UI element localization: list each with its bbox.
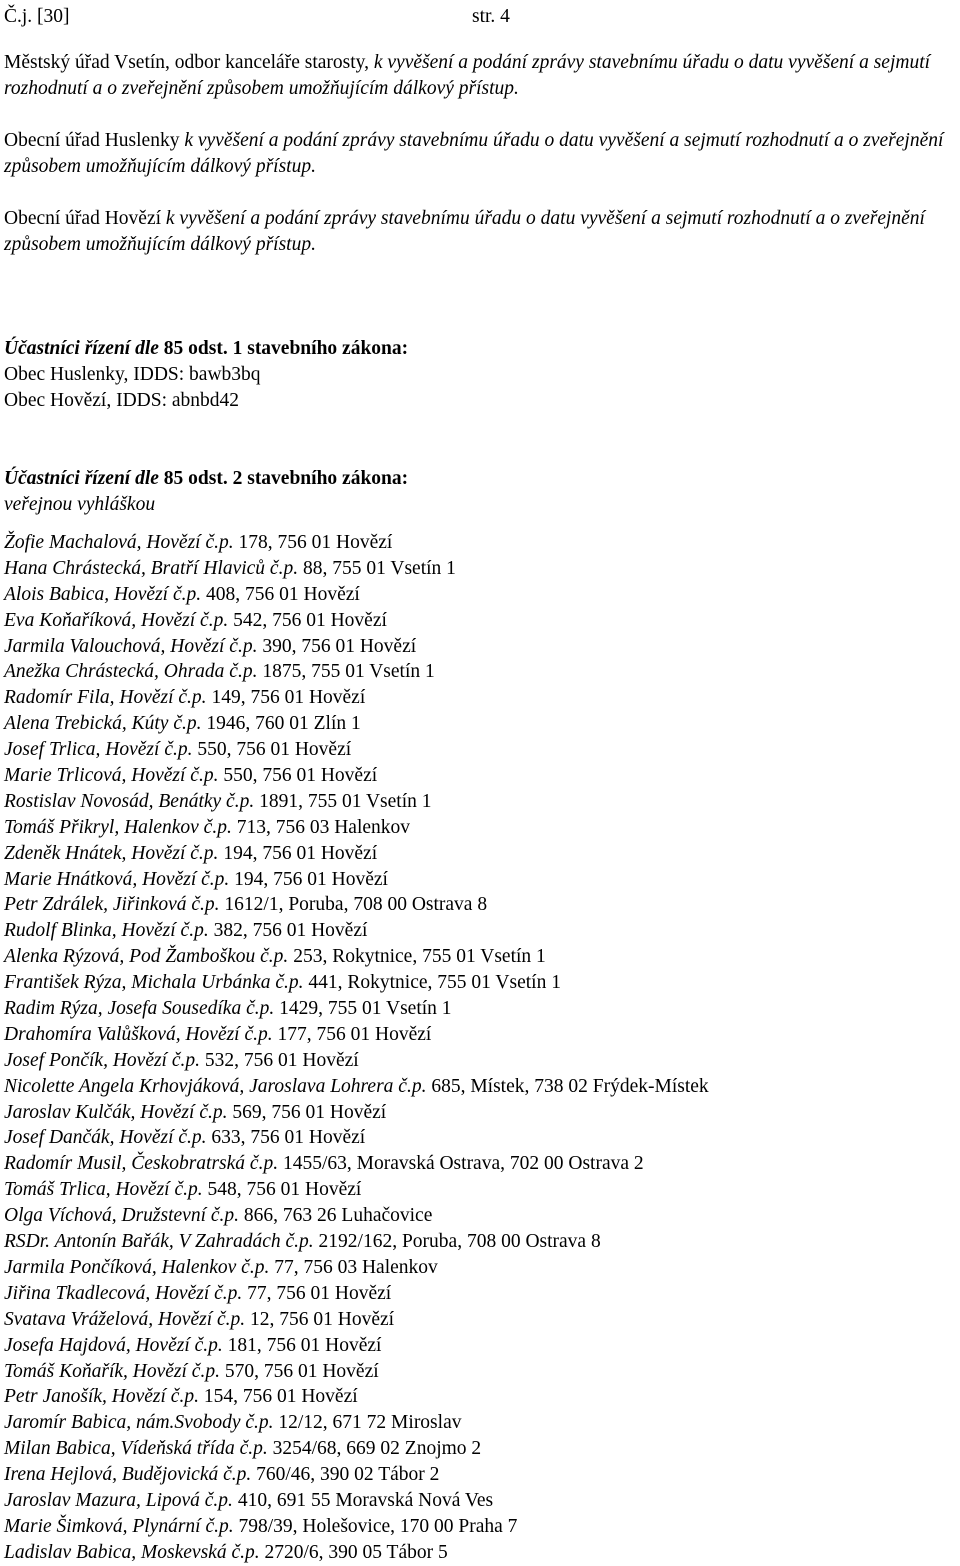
paragraph-hovezi <box>4 206 956 258</box>
list-item <box>4 711 956 737</box>
list-item <box>4 1436 956 1462</box>
participant-address: 77, 756 01 Hovězí <box>242 1282 392 1304</box>
participant-address: 253, Rokytnice, 755 01 Vsetín 1 <box>288 946 546 968</box>
participant-name: Svatava Vráželová, Hovězí č.p. <box>4 1308 246 1330</box>
participant-name: František Rýza, Michala Urbánka č.p. <box>4 972 304 994</box>
participant-name: Eva Koňaříková, Hovězí č.p. <box>4 609 229 631</box>
list-item <box>4 1540 956 1566</box>
list-item <box>4 841 956 867</box>
participant-address: 1612/1, Poruba, 708 00 Ostrava 8 <box>219 894 488 916</box>
participant-name: Marie Hnátková, Hovězí č.p. <box>4 868 230 890</box>
list-item <box>4 1125 956 1151</box>
participant-name: RSDr. Antonín Bařák, V Zahradách č.p. <box>4 1231 314 1253</box>
participant-name: Tomáš Přikryl, Halenkov č.p. <box>4 816 232 838</box>
participant-address: 570, 756 01 Hovězí <box>219 1360 379 1382</box>
participant-name: Josef Pončík, Hovězí č.p. <box>4 1049 201 1071</box>
office-name: Obecní úřad Huslenky <box>4 130 180 151</box>
list-item <box>4 815 956 841</box>
participant-name: Tomáš Koňařík, Hovězí č.p. <box>4 1360 220 1382</box>
reference-number: Č.j. [30] <box>4 6 70 27</box>
participant-address: 2720/6, 390 05 Tábor 5 <box>259 1541 448 1563</box>
participant-address: 181, 756 01 Hovězí <box>222 1334 382 1356</box>
list-item <box>4 1048 956 1074</box>
participant-address: 798/39, Holešovice, 170 00 Praha 7 <box>233 1515 518 1537</box>
participant-name: Hana Chrástecká, Bratří Hlaviců č.p. <box>4 557 299 579</box>
list-item <box>4 1307 956 1333</box>
list-item <box>4 1410 956 1436</box>
participant-name: Alois Babica, Hovězí č.p. <box>4 583 202 605</box>
participant-address: 1455/63, Moravská Ostrava, 702 00 Ostrava 2 <box>278 1153 644 1175</box>
participant-address: 569, 756 01 Hovězí <box>227 1101 387 1123</box>
list-item <box>4 1203 956 1229</box>
participant-name: Josefa Hajdová, Hovězí č.p. <box>4 1334 223 1356</box>
participant-municipality: Obec Huslenky, IDDS: bawb3bq <box>4 364 261 385</box>
list-item <box>4 892 956 918</box>
list-item <box>4 1384 956 1410</box>
list-item <box>4 582 956 608</box>
participant-name: Marie Trlicová, Hovězí č.p. <box>4 765 219 787</box>
list-item <box>4 1488 956 1514</box>
list-item <box>4 789 956 815</box>
participant-address: 713, 756 03 Halenkov <box>231 816 411 838</box>
participant-name: Jaromír Babica, nám.Svobody č.p. <box>4 1412 274 1434</box>
participant-name: Alena Trebická, Kúty č.p. <box>4 713 202 735</box>
participant-address: 194, 756 01 Hovězí <box>218 842 378 864</box>
paragraph-text: k vyvěšení a podání zprávy stavebnímu úřadu o datu vyvěšení a sejmutí rozhodnutí a o zveřejnění způsobem umožňujícím dálkový přístup. <box>4 208 925 255</box>
list-item <box>4 737 956 763</box>
office-name: Městský úřad Vsetín, odbor kanceláře starosty, <box>4 52 369 73</box>
list-item <box>4 996 956 1022</box>
participant-address: 550, 756 01 Hovězí <box>192 739 352 761</box>
participant-address: 12, 756 01 Hovězí <box>245 1308 395 1330</box>
list-item <box>4 634 956 660</box>
participant-name: Jiřina Tkadlecová, Hovězí č.p. <box>4 1282 243 1304</box>
participant-name: Jarmila Valouchová, Hovězí č.p. <box>4 635 258 657</box>
participant-address: 532, 756 01 Hovězí <box>200 1049 359 1071</box>
participant-address: 550, 756 01 Hovězí <box>218 765 378 787</box>
section-participants-2 <box>4 466 956 518</box>
participant-address: 178, 756 01 Hovězí <box>233 532 393 553</box>
list-item <box>4 1514 956 1540</box>
list-item <box>4 556 956 582</box>
participant-name: Jaroslav Mazura, Lipová č.p. <box>4 1489 233 1511</box>
participant-address: 866, 763 26 Luhačovice <box>239 1205 433 1227</box>
list-item <box>4 1151 956 1177</box>
paragraph-text: k vyvěšení a podání zprávy stavebnímu úřadu o datu vyvěšení a sejmutí rozhodnutí a o zveřejnění způsobem umožňujícím dálkový přístup. <box>4 130 944 177</box>
participant-address: 88, 755 01 Vsetín 1 <box>298 557 456 579</box>
paragraph-vsetin <box>4 50 956 102</box>
participant-name: Nicolette Angela Krhovjáková, Jaroslava Lohrera č.p. <box>4 1075 427 1097</box>
participant-name: Marie Šimková, Plynární č.p. <box>4 1515 234 1537</box>
participant-address: 154, 756 01 Hovězí <box>198 1386 358 1408</box>
participant-address: 149, 756 01 Hovězí <box>206 687 366 709</box>
participant-address: 441, Rokytnice, 755 01 Vsetín 1 <box>303 972 561 994</box>
participant-name: Anežka Chrástecká, Ohrada č.p. <box>4 661 258 683</box>
participant-address: 12/12, 671 72 Miroslav <box>273 1412 462 1434</box>
list-item <box>4 530 956 556</box>
participant-name: Drahomíra Valůšková, Hovězí č.p. <box>4 1023 273 1045</box>
list-item <box>4 1255 956 1281</box>
list-item <box>4 1281 956 1307</box>
page-header <box>4 4 960 30</box>
list-item <box>4 685 956 711</box>
list-item <box>4 763 956 789</box>
participant-municipality: Obec Hovězí, IDDS: abnbd42 <box>4 390 240 411</box>
participant-name: Radomír Fila, Hovězí č.p. <box>4 687 207 709</box>
participant-address: 685, Místek, 738 02 Frýdek-Místek <box>426 1075 709 1097</box>
list-item <box>4 608 956 634</box>
participant-name: Olga Víchová, Družstevní č.p. <box>4 1205 240 1227</box>
participant-name: Ladislav Babica, Moskevská č.p. <box>4 1541 260 1563</box>
participant-name: Petr Janošík, Hovězí č.p. <box>4 1386 199 1408</box>
page-number: str. 4 <box>472 6 510 27</box>
list-item <box>4 1100 956 1126</box>
list-item <box>4 1462 956 1488</box>
participant-address: 3254/68, 669 02 Znojmo 2 <box>267 1438 482 1460</box>
participant-name: Irena Hejlová, Budějovická č.p. <box>4 1464 252 1486</box>
participant-address: 177, 756 01 Hovězí <box>272 1023 432 1045</box>
list-item <box>4 944 956 970</box>
list-item <box>4 918 956 944</box>
office-name: Obecní úřad Hovězí <box>4 208 162 229</box>
participant-name: Jaroslav Kulčák, Hovězí č.p. <box>4 1101 228 1123</box>
participant-name: Jarmila Pončíková, Halenkov č.p. <box>4 1256 270 1278</box>
participant-address: 760/46, 390 02 Tábor 2 <box>251 1464 440 1486</box>
paragraph-huslenky <box>4 128 956 180</box>
participant-name: Alenka Rýzová, Pod Žamboškou č.p. <box>4 946 289 968</box>
participant-name: Zdeněk Hnátek, Hovězí č.p. <box>4 842 219 864</box>
participant-address: 2192/162, Poruba, 708 00 Ostrava 8 <box>313 1231 601 1253</box>
participant-name: Radim Rýza, Josefa Sousedíka č.p. <box>4 998 275 1020</box>
list-item <box>4 970 956 996</box>
participant-name: Petr Zdrálek, Jiřinková č.p. <box>4 894 220 916</box>
participant-address: 1429, 755 01 Vsetín 1 <box>274 998 452 1020</box>
section-note: veřejnou vyhláškou <box>4 494 156 515</box>
participant-address: 1875, 755 01 Vsetín 1 <box>257 661 435 683</box>
list-item <box>4 1177 956 1203</box>
participant-address: 194, 756 01 Hovězí <box>229 868 388 890</box>
participant-list <box>4 530 956 1566</box>
list-item <box>4 1359 956 1385</box>
participant-name: Žofie Machalová, Hovězí č.p. <box>4 532 234 553</box>
participant-address: 1946, 760 01 Zlín 1 <box>201 713 361 735</box>
participant-address: 548, 756 01 Hovězí <box>202 1179 362 1201</box>
participant-name: Josef Dančák, Hovězí č.p. <box>4 1127 207 1149</box>
participant-name: Radomír Musil, Českobratrská č.p. <box>4 1153 279 1175</box>
participant-address: 390, 756 01 Hovězí <box>257 635 417 657</box>
participant-address: 410, 691 55 Moravská Nová Ves <box>232 1489 494 1511</box>
participant-address: 382, 756 01 Hovězí <box>208 920 368 942</box>
participant-name: Milan Babica, Vídeňská třída č.p. <box>4 1438 268 1460</box>
paragraph-text: k vyvěšení a podání zprávy stavebnímu úřadu o datu vyvěšení a sejmutí rozhodnutí a o zveřejnění způsobem umožňujícím dálkový přístup. <box>4 52 931 99</box>
list-item <box>4 1074 956 1100</box>
list-item <box>4 659 956 685</box>
section-heading: Účastníci řízení dle 85 odst. 1 stavebního zákona: <box>4 338 409 359</box>
list-item <box>4 1333 956 1359</box>
participant-name: Josef Trlica, Hovězí č.p. <box>4 739 193 761</box>
list-item <box>4 867 956 893</box>
participant-name: Rudolf Blinka, Hovězí č.p. <box>4 920 209 942</box>
section-participants-1 <box>4 336 956 414</box>
participant-address: 408, 756 01 Hovězí <box>201 583 360 605</box>
participant-name: Tomáš Trlica, Hovězí č.p. <box>4 1179 203 1201</box>
participant-address: 633, 756 01 Hovězí <box>206 1127 366 1149</box>
participant-address: 542, 756 01 Hovězí <box>228 609 387 631</box>
participant-address: 77, 756 03 Halenkov <box>269 1256 438 1278</box>
section-heading: Účastníci řízení dle 85 odst. 2 stavebního zákona: <box>4 468 409 489</box>
participant-address: 1891, 755 01 Vsetín 1 <box>254 790 432 812</box>
participant-name: Rostislav Novosád, Benátky č.p. <box>4 790 255 812</box>
list-item <box>4 1022 956 1048</box>
list-item <box>4 1229 956 1255</box>
